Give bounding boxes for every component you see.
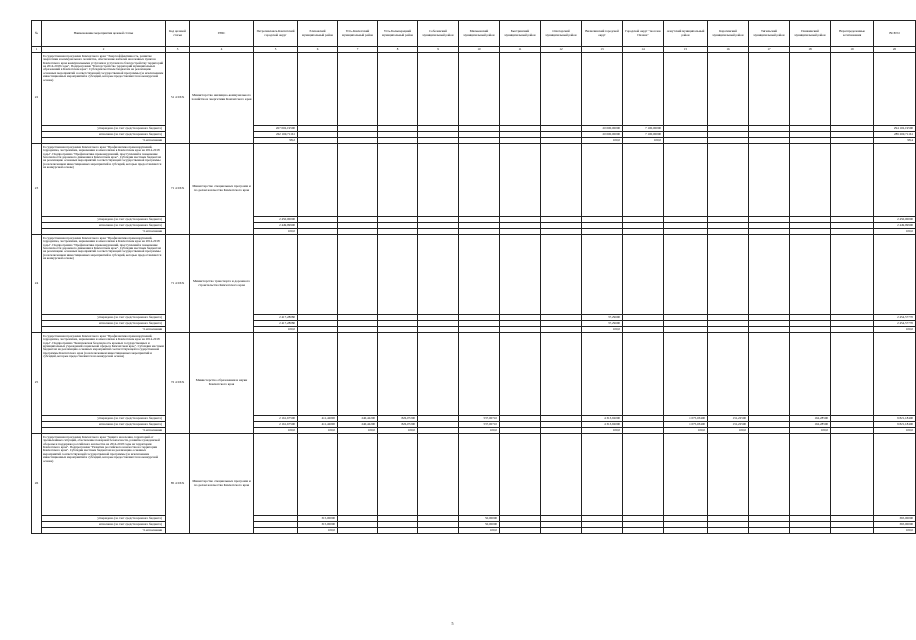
column-number: 19 — [831, 47, 874, 53]
column-header: Олюторский муниципальный район — [541, 21, 582, 47]
value-cell: 100,0 — [790, 428, 831, 434]
empty-cell — [254, 333, 298, 416]
column-number: 20 — [874, 47, 916, 53]
value-cell — [418, 528, 459, 534]
empty-cell — [664, 144, 708, 217]
empty-cell — [623, 434, 664, 516]
empty-cell — [790, 53, 831, 126]
value-cell — [664, 528, 708, 534]
subsidy-table — [31, 20, 916, 534]
value-cell: 20 000,00000 — [582, 126, 623, 132]
column-number: 11 — [500, 47, 541, 53]
column-header: Пенжинский муниципальный район — [790, 21, 831, 47]
column-header: Быстринский муниципальный район — [500, 21, 541, 47]
empty-cell — [749, 333, 790, 416]
program-title: Государственная программа Камчатского края "Профилактика правонарушений, терроризма, экстремизма, наркомании и алкоголизма в Камчатском крае на 2014-2018 годы". Подпрограмма "Комплексная безопасность краевых государственных и муниципальных учреждений социальной сферы в Камчатском крае". Субсидии местным бюджетам на реализацию основных мероприятий соответствующей государственной программы Камчатского края (за исключением инвестиционных мероприятий и субсидий, которые предоставляются на конкурсной основе) — [42, 333, 166, 416]
pct-label: % исполнения — [42, 138, 166, 144]
empty-cell — [541, 53, 582, 126]
pct-label: % исполнения — [42, 428, 166, 434]
value-cell: 2 450,00000 — [874, 217, 916, 223]
value-cell: 20 000,00000 — [582, 132, 623, 138]
plan-label: утверждено (за счет средств краевого бюджета) — [42, 315, 166, 321]
target-code: 71 4 0ХХ — [166, 144, 190, 235]
column-header: Мильковский муниципальный район — [459, 21, 500, 47]
value-cell: 294 102,19590 — [874, 126, 916, 132]
empty-cell — [790, 235, 831, 315]
value-cell: 100,0 — [582, 138, 623, 144]
empty-cell — [623, 333, 664, 416]
value-cell: 315,00000 — [298, 522, 338, 528]
column-number: 15 — [664, 47, 708, 53]
value-cell: 100,0 — [459, 428, 500, 434]
plan-label: утверждено (за счет средств краевого бюджета) — [42, 516, 166, 522]
empty-cell — [254, 434, 298, 516]
row-number: 23 — [32, 144, 42, 235]
empty-cell — [874, 53, 916, 126]
program-row — [32, 333, 916, 416]
empty-cell — [623, 53, 664, 126]
value-cell: 100,0 — [874, 428, 916, 434]
empty-cell — [831, 235, 874, 315]
empty-cell — [378, 144, 418, 217]
program-row — [32, 434, 916, 516]
empty-cell — [708, 333, 749, 416]
value-cell: 100,0 — [338, 428, 378, 434]
empty-cell — [298, 53, 338, 126]
empty-cell — [418, 144, 459, 217]
grbs-ministry: Министерство транспорта и дорожного строительства Камчатского края — [190, 235, 254, 333]
column-number: 14 — [623, 47, 664, 53]
value-cell: 50,00000 — [459, 522, 500, 528]
pct-label: % исполнения — [42, 327, 166, 333]
empty-cell — [874, 235, 916, 315]
value-cell: 162,28500 — [790, 422, 831, 428]
value-cell: 100,0 — [623, 138, 664, 144]
value-cell: 289 269,71161 — [874, 132, 916, 138]
column-header: ГРБС — [190, 21, 254, 47]
empty-cell — [749, 434, 790, 516]
value-cell: 2 161,67500 — [254, 416, 298, 422]
column-number: 3 — [166, 47, 190, 53]
value-cell: 240,42200 — [338, 422, 378, 428]
value-cell: 4 313,92000 — [582, 416, 623, 422]
column-header: № — [32, 21, 42, 47]
report-sheet — [31, 20, 913, 534]
program-row — [32, 144, 916, 217]
empty-cell — [418, 434, 459, 516]
program-title: Государственная программа Камчатского края "Защита населения, территорий от чрезвычайных ситуаций, обеспечение пожарной безопасности, развитие гражданской обороны и поддержка российского казачества на 2014-2018 годы на территории Камчатского края". Подпрограмма "Развитие российского казачества на территории Камчатского края". Субсидии местным бюджетам на реализацию основных мероприятий соответствующей государственной программы (за исключением инвестиционных мероприятий и субсидий, которые предоставляются на конкурсной основе) — [42, 434, 166, 516]
value-cell: 100,0 — [378, 428, 418, 434]
column-number: 12 — [541, 47, 582, 53]
column-number: 10 — [459, 47, 500, 53]
row-number: 24 — [32, 235, 42, 333]
value-cell: 262 169,71161 — [254, 132, 298, 138]
empty-cell — [338, 434, 378, 516]
empty-cell — [582, 333, 623, 416]
empty-cell — [459, 434, 500, 516]
value-cell: 537,00710 — [459, 422, 500, 428]
empty-cell — [749, 144, 790, 217]
value-cell: 100,0 — [708, 428, 749, 434]
value-cell: 411,42000 — [298, 416, 338, 422]
column-header: Соболевский муниципальный район — [418, 21, 459, 47]
empty-cell — [500, 144, 541, 217]
row-number: 26 — [32, 434, 42, 534]
value-cell: 100,0 — [664, 428, 708, 434]
value-cell: 100,0 — [874, 327, 916, 333]
empty-cell — [459, 333, 500, 416]
column-header: Усть-Камчатский муниципальный район — [338, 21, 378, 47]
column-header: ВСЕГО — [874, 21, 916, 47]
column-header: Код целевой статьи — [166, 21, 190, 47]
empty-cell — [623, 144, 664, 217]
program-row — [32, 235, 916, 315]
value-cell — [378, 528, 418, 534]
empty-cell — [459, 144, 500, 217]
value-cell: 131,22500 — [708, 416, 749, 422]
row-number: 25 — [32, 333, 42, 434]
empty-cell — [541, 434, 582, 516]
empty-cell — [418, 333, 459, 416]
empty-cell — [749, 53, 790, 126]
empty-cell — [378, 53, 418, 126]
value-cell: 315,00000 — [298, 516, 338, 522]
value-cell — [749, 528, 790, 534]
value-cell: 826,07200 — [378, 416, 418, 422]
value-cell — [254, 528, 298, 534]
empty-cell — [500, 235, 541, 315]
empty-cell — [500, 333, 541, 416]
empty-cell — [582, 53, 623, 126]
fact-label: исполнено (за счет средств краевого бюджета) — [42, 422, 166, 428]
empty-cell — [418, 235, 459, 315]
grbs-ministry: Министерство образования и науки Камчатского края — [190, 333, 254, 434]
value-cell: 411,42000 — [298, 422, 338, 428]
value-cell: 100,0 — [254, 428, 298, 434]
empty-cell — [749, 235, 790, 315]
empty-cell — [298, 144, 338, 217]
empty-cell — [500, 53, 541, 126]
value-cell: 2 450,00000 — [254, 217, 298, 223]
value-cell — [831, 528, 874, 534]
value-cell: 2 449,99900 — [874, 223, 916, 229]
empty-cell — [831, 333, 874, 416]
empty-cell — [708, 53, 749, 126]
empty-cell — [459, 235, 500, 315]
value-cell: 365,00000 — [874, 516, 916, 522]
plan-label: утверждено (за счет средств краевого бюджета) — [42, 416, 166, 422]
value-cell: 98,4 — [874, 138, 916, 144]
value-cell: 240,42200 — [338, 416, 378, 422]
target-code: 71 4 0ХХ — [166, 235, 190, 333]
value-cell: 50,00000 — [459, 516, 500, 522]
empty-cell — [298, 235, 338, 315]
value-cell: 9 821,18400 — [874, 422, 916, 428]
value-cell — [582, 528, 623, 534]
column-header: Карагинский муниципальный район — [708, 21, 749, 47]
column-header: Тигильский муниципальный район — [749, 21, 790, 47]
empty-cell — [582, 235, 623, 315]
pct-row — [32, 528, 916, 534]
value-cell: 826,07200 — [378, 422, 418, 428]
value-cell: 2 449,99900 — [254, 223, 298, 229]
column-number: 17 — [749, 47, 790, 53]
column-number: 5 — [254, 47, 298, 53]
empty-cell — [298, 434, 338, 516]
value-cell: 4 313,92000 — [582, 422, 623, 428]
column-number: 1 — [32, 47, 42, 53]
column-number: 13 — [582, 47, 623, 53]
empty-cell — [664, 434, 708, 516]
empty-cell — [874, 333, 916, 416]
value-cell: 2 417,28080 — [254, 321, 298, 327]
grbs-ministry: Министерство специальных программ и по делам казачества Камчатского края — [190, 144, 254, 235]
value-cell: 7 100,00000 — [623, 126, 664, 132]
empty-cell — [623, 235, 664, 315]
value-cell: 2 417,28080 — [254, 315, 298, 321]
value-cell: 537,00710 — [459, 416, 500, 422]
value-cell: 100,0 — [582, 327, 623, 333]
program-title: Государственная программа Камчатского края "Профилактика правонарушений, терроризма, экстремизма, наркомании и алкоголизма в Камчатском крае на 2014-2018 годы". Подпрограмма "Профилактика правонарушений, преступлений и повышение безопасности дорожного движения в Камчатском крае". Субсидии местным бюджетам на реализацию основных мероприятий соответствующей государственной программы (за исключением инвестиционных мероприятий и субсидий, которые предоставляются на конкурсной основе) — [42, 235, 166, 315]
pct-label: % исполнения — [42, 229, 166, 235]
value-cell: 100,0 — [874, 528, 916, 534]
value-cell: 100,0 — [298, 428, 338, 434]
value-cell: 131,22500 — [708, 422, 749, 428]
empty-cell — [254, 144, 298, 217]
empty-cell — [664, 235, 708, 315]
empty-cell — [338, 333, 378, 416]
empty-cell — [708, 235, 749, 315]
fact-label: исполнено (за счет средств краевого бюджета) — [42, 132, 166, 138]
program-title: Государственная программа Камчатского края "Энергоэффективность, развитие энергетики и коммунального хозяйства, обеспечение жителей населенных пунктов Камчатского края коммунальными услугами и услугами по благоустройству территорий на 2014-2018 годы", Подпрограмма "Благоустройство территорий муниципальных образований в Камчатском крае". Субсидии местным бюджетам на реализацию основных мероприятий соответствующей государственной программы (за исключением инвестиционных мероприятий и субсидий, которые предоставляются на конкурсной основе) — [42, 53, 166, 126]
column-header: Алеутский муниципальный район — [664, 21, 708, 47]
value-cell: 100,0 — [874, 229, 916, 235]
value-cell: 37,29690 — [582, 321, 623, 327]
fact-label: исполнено (за счет средств краевого бюджета) — [42, 321, 166, 327]
empty-cell — [378, 434, 418, 516]
plan-label: утверждено (за счет средств краевого бюджета) — [42, 126, 166, 132]
value-cell: 267 002,19590 — [254, 126, 298, 132]
value-cell: 162,28500 — [790, 416, 831, 422]
column-header: Вилючинский городской округ — [582, 21, 623, 47]
empty-cell — [338, 235, 378, 315]
value-cell: 100,0 — [582, 428, 623, 434]
column-header: Петропавловск-Камчатский городской округ — [254, 21, 298, 47]
page-number: 5 — [451, 621, 454, 626]
empty-cell — [831, 53, 874, 126]
empty-cell — [418, 53, 459, 126]
value-cell — [623, 528, 664, 534]
value-cell: 2 454,57770 — [874, 315, 916, 321]
value-cell: 7 100,00000 — [623, 132, 664, 138]
value-cell: 100,0 — [254, 229, 298, 235]
empty-cell — [500, 434, 541, 516]
column-number: 16 — [708, 47, 749, 53]
grbs-ministry: Министерство специальных программ и по делам казачества Камчатского края — [190, 434, 254, 534]
value-cell: 98,2 — [254, 138, 298, 144]
value-cell: 100,0 — [459, 528, 500, 534]
row-number: 22 — [32, 53, 42, 144]
column-number: 8 — [378, 47, 418, 53]
empty-cell — [541, 144, 582, 217]
empty-cell — [790, 333, 831, 416]
empty-cell — [541, 333, 582, 416]
value-cell — [790, 528, 831, 534]
empty-cell — [541, 235, 582, 315]
empty-cell — [582, 144, 623, 217]
value-cell — [541, 528, 582, 534]
column-header: Нераспределенные ассигнования — [831, 21, 874, 47]
value-cell: 37,29690 — [582, 315, 623, 321]
empty-cell — [664, 53, 708, 126]
column-header: Городской округ "поселок Палана" — [623, 21, 664, 47]
empty-cell — [582, 434, 623, 516]
value-cell: 100,0 — [254, 327, 298, 333]
fact-label: исполнено (за счет средств краевого бюджета) — [42, 223, 166, 229]
empty-cell — [708, 144, 749, 217]
value-cell — [338, 528, 378, 534]
empty-cell — [831, 434, 874, 516]
empty-cell — [378, 333, 418, 416]
value-cell: 365,00000 — [874, 522, 916, 528]
column-header: Елизовский муниципальный район — [298, 21, 338, 47]
column-number: 7 — [338, 47, 378, 53]
pct-label: % исполнения — [42, 528, 166, 534]
program-row — [32, 53, 916, 126]
empty-cell — [298, 333, 338, 416]
column-header: Усть-Большерецкий муниципальный район — [378, 21, 418, 47]
value-cell: 2 454,57770 — [874, 321, 916, 327]
empty-cell — [378, 235, 418, 315]
header-row — [32, 21, 916, 47]
empty-cell — [874, 144, 916, 217]
empty-cell — [790, 144, 831, 217]
value-cell — [500, 528, 541, 534]
value-cell: 1 075,03400 — [664, 416, 708, 422]
empty-cell — [831, 144, 874, 217]
program-title: Государственная программа Камчатского края "Профилактика правонарушений, терроризма, экстремизма, наркомании и алкоголизма в Камчатском крае на 2014-2018 годы". Подпрограмма "Профилактика правонарушений, преступлений и повышение безопасности дорожного движения в Камчатском крае". Субсидии местным бюджетам на реализацию основных мероприятий соответствующей государственной программы (за исключением инвестиционных мероприятий и субсидий, которые предоставляются на конкурсной основе) — [42, 144, 166, 217]
empty-cell — [790, 434, 831, 516]
value-cell: 2 161,67500 — [254, 422, 298, 428]
target-code: 72 4 0ХХ — [166, 333, 190, 434]
value-cell: 100,0 — [298, 528, 338, 534]
empty-cell — [254, 235, 298, 315]
column-number: 4 — [190, 47, 254, 53]
column-number: 18 — [790, 47, 831, 53]
empty-cell — [254, 53, 298, 126]
value-cell — [708, 528, 749, 534]
empty-cell — [338, 53, 378, 126]
column-number: 2 — [42, 47, 166, 53]
column-header: Наименование мероприятия целевой статьи — [42, 21, 166, 47]
empty-cell — [708, 434, 749, 516]
grbs-ministry: Министерство жилищно-коммунального хозяйства и энергетики Камчатского края — [190, 53, 254, 144]
target-code: 51 4 0ХХ — [166, 53, 190, 144]
plan-label: утверждено (за счет средств краевого бюджета) — [42, 217, 166, 223]
column-number: 9 — [418, 47, 459, 53]
empty-cell — [338, 144, 378, 217]
empty-cell — [664, 333, 708, 416]
empty-cell — [874, 434, 916, 516]
empty-cell — [459, 53, 500, 126]
value-cell: 9 821,18400 — [874, 416, 916, 422]
target-code: 85 4 0ХХ — [166, 434, 190, 534]
fact-label: исполнено (за счет средств краевого бюджета) — [42, 522, 166, 528]
value-cell: 1 075,03400 — [664, 422, 708, 428]
column-number: 6 — [298, 47, 338, 53]
